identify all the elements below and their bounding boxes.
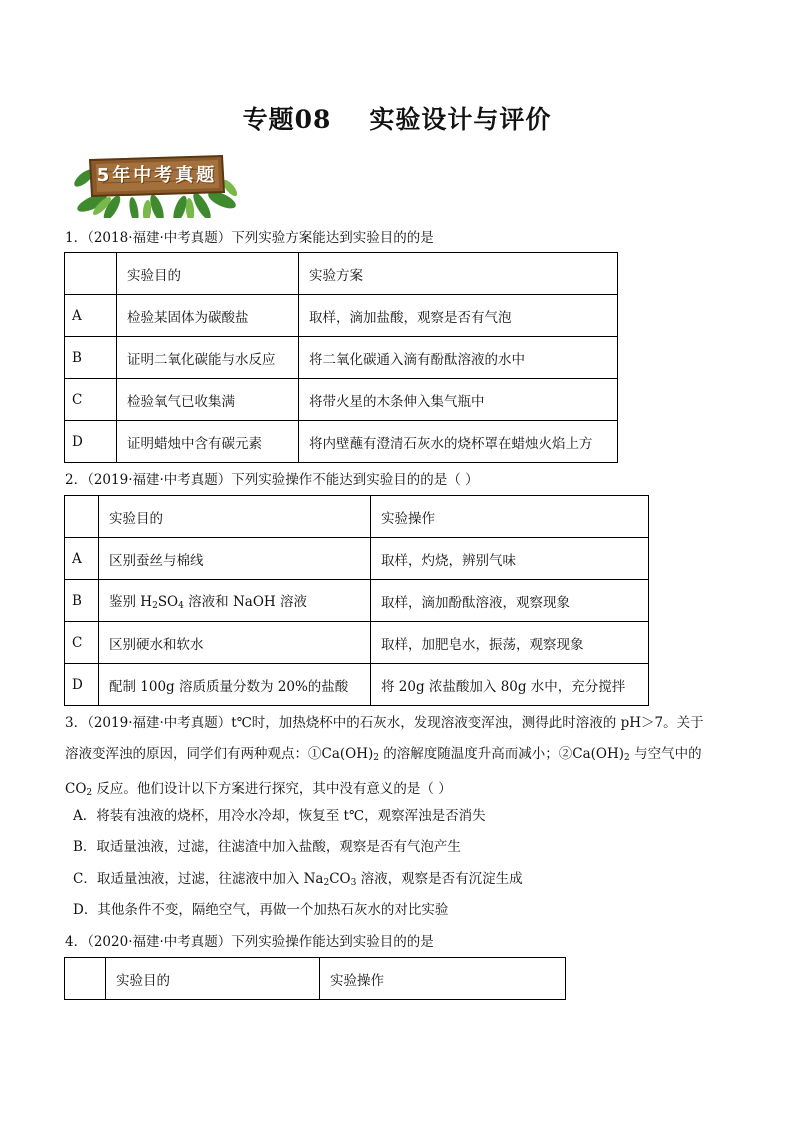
table-row [65, 421, 618, 463]
table-cell: 检验氧气已收集满 [117, 379, 299, 421]
table-cell: D [65, 664, 99, 706]
subscript: 3 [350, 878, 357, 888]
badge-label: 5年中考真题 [96, 165, 218, 186]
option-text: CO [329, 871, 351, 887]
stem-text: 溶液变浑浊的原因，同学们有两种观点：①Ca(OH) [65, 746, 374, 762]
question-1-stem: 1．（2018·福建·中考真题）下列实验方案能达到实验目的的是 [65, 230, 434, 246]
table-cell: 取样，灼烧，辨别气味 [371, 538, 649, 580]
table-row [65, 664, 649, 706]
table-cell: 实验目的 [106, 958, 320, 1000]
table-cell: 取样，加肥皂水，振荡，观察现象 [371, 622, 649, 664]
table-row [65, 538, 649, 580]
table-cell [99, 580, 371, 622]
formula-text: SO [157, 594, 179, 610]
stem-line: 3．（2019·福建·中考真题）t℃时，加热烧杯中的石灰水，发现溶液变浑浊，测得此时溶液的 pH＞7。关于 [65, 715, 704, 731]
option-text: 溶液，观察是否有沉淀生成 [356, 871, 523, 887]
question-3-stem [65, 708, 725, 809]
table-header-row [65, 253, 618, 295]
table-cell: 将 20g 浓盐酸加入 80g 水中，充分搅拌 [371, 664, 649, 706]
table-cell: 实验方案 [299, 253, 618, 295]
table-cell: 取样，滴加酚酞溶液，观察现象 [371, 580, 649, 622]
table-cell [65, 958, 106, 1000]
table-cell: 实验目的 [99, 496, 371, 538]
stem-text: 反应。他们设计以下方案进行探究，其中没有意义的是（ ） [92, 781, 452, 797]
table-row [65, 580, 649, 622]
option-a: A．将装有浊液的烧杯，用冷水冷却，恢复至 t℃，观察浑浊是否消失 [73, 808, 486, 824]
table-cell: 区别硬水和软水 [99, 622, 371, 664]
option-b: B．取适量浊液，过滤，往滤渣中加入盐酸，观察是否有气泡产生 [73, 839, 461, 855]
subscript: 2 [323, 878, 330, 888]
stem-text: CO [65, 781, 87, 797]
subscript: 2 [152, 601, 158, 611]
subscript: 2 [373, 753, 379, 763]
question-2-table [64, 495, 649, 706]
table-cell [65, 253, 117, 295]
table-cell: C [65, 622, 99, 664]
stem-text: 与空气中的 [629, 746, 702, 762]
question-1-table [64, 252, 618, 463]
table-cell: 证明二氧化碳能与水反应 [117, 337, 299, 379]
question-4-table [64, 957, 566, 1000]
table-cell: 实验目的 [117, 253, 299, 295]
table-row [65, 295, 618, 337]
table-cell: B [65, 580, 99, 622]
table-cell: A [65, 295, 117, 337]
option-c [73, 869, 523, 893]
question-4-stem: 4．（2020·福建·中考真题）下列实验操作能达到实验目的的是 [65, 934, 434, 950]
table-row [65, 337, 618, 379]
formula-text: 鉴别 H [109, 594, 153, 610]
table-cell: A [65, 538, 99, 580]
table-cell: 将二氧化碳通入滴有酚酞溶液的水中 [299, 337, 618, 379]
table-cell: 实验操作 [320, 958, 566, 1000]
table-cell: D [65, 421, 117, 463]
table-cell: 证明蜡烛中含有碳元素 [117, 421, 299, 463]
table-cell: 将内壁蘸有澄清石灰水的烧杯罩在蜡烛火焰上方 [299, 421, 618, 463]
topic-number: 专题08 [242, 105, 332, 134]
subscript: 2 [624, 753, 630, 763]
table-cell: B [65, 337, 117, 379]
table-cell: 检验某固体为碳酸盐 [117, 295, 299, 337]
stem-text: 的溶解度随温度升高而减小；②Ca(OH) [379, 746, 625, 762]
table-row [65, 622, 649, 664]
page-title [0, 100, 794, 136]
subscript: 2 [86, 788, 93, 798]
table-header-row [65, 496, 649, 538]
table-row [65, 379, 618, 421]
option-text: C．取适量浊液，过滤，往滤液中加入 Na [73, 871, 324, 887]
table-cell: 实验操作 [371, 496, 649, 538]
table-cell: 取样，滴加盐酸，观察是否有气泡 [299, 295, 618, 337]
stem-line [65, 774, 725, 809]
stem-line [65, 739, 725, 774]
table-cell: C [65, 379, 117, 421]
topic-name: 实验设计与评价 [369, 105, 552, 134]
table-cell [65, 496, 99, 538]
formula-text: 溶液和 NaOH 溶液 [183, 594, 307, 610]
table-cell: 配制 100g 溶质质量分数为 20%的盐酸 [99, 664, 371, 706]
table-cell: 将带火星的木条伸入集气瓶中 [299, 379, 618, 421]
subscript: 4 [178, 601, 184, 611]
table-header-row [65, 958, 566, 1000]
option-d: D．其他条件不变，隔绝空气，再做一个加热石灰水的对比实验 [73, 902, 449, 918]
table-cell: 区别蚕丝与棉线 [99, 538, 371, 580]
section-badge [72, 148, 240, 218]
question-2-stem: 2．（2019·福建·中考真题）下列实验操作不能达到实验目的的是（ ） [65, 472, 479, 488]
